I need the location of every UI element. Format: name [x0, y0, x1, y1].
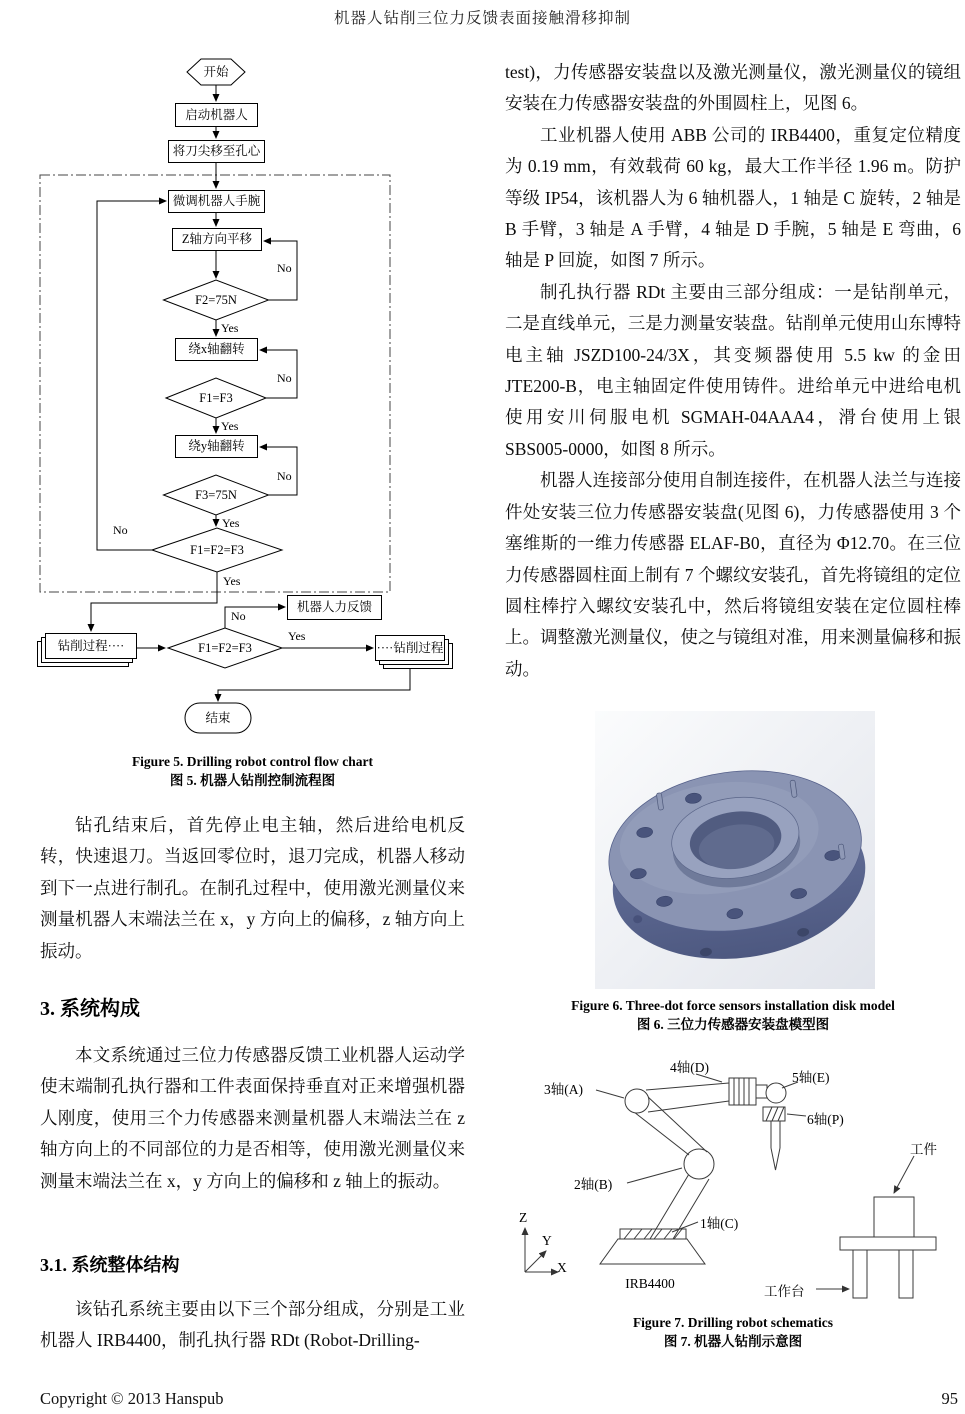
left-paragraph-3: 该钻孔系统主要由以下三个部分组成，分别是工业机器人 IRB4400，制孔执行器 RDt (Robot-Drilling-	[40, 1299, 465, 1351]
figure6-caption-en: Figure 6. Three-dot force sensors installation disk model	[571, 998, 895, 1013]
right-paragraph-1: test)，力传感器安装盘以及激光测量仪，激光测量仪的镜组安装在力传感器安装盘的外围圆柱上，见图 6。	[505, 62, 961, 114]
figure7-caption-en: Figure 7. Drilling robot schematics	[632, 1315, 834, 1330]
figure7-image	[500, 1052, 960, 1307]
right-text-block	[505, 57, 961, 709]
section-heading-3: 3. 系统构成	[40, 998, 140, 1020]
x-axis-label: X	[557, 1260, 567, 1275]
right-paragraph-2: 工业机器人使用 ABB 公司的 IRB4400，重复定位精度为 0.19 mm，有效载荷 60 kg，最大工作半径 1.96 m。防护等级 IP54，该机器人为 6 轴机器人，1 轴是 C 旋转，2 轴是 B 手臂，3 轴是 A 手臂，4 轴是 D 手腕，5 轴是 E 弯曲，6 轴是 P 回旋，如图 7 所示。	[505, 124, 961, 271]
node-end: 结束	[205, 710, 231, 725]
figure6-caption	[505, 996, 961, 1034]
label-no-f1f3: No	[277, 371, 292, 385]
node-f2-check: F2=75N	[195, 292, 237, 307]
label-yes-f123: Yes	[223, 574, 241, 588]
workpiece-label: 工件	[910, 1142, 937, 1157]
node-z-translate: Z轴方向平移	[172, 228, 262, 251]
disk-model-render	[595, 711, 875, 989]
label-yes-f1f3: Yes	[221, 419, 239, 433]
footer-copyright: Copyright © 2013 Hanspub	[40, 1389, 224, 1408]
node-f1f3-check: F1=F3	[199, 390, 233, 405]
z-axis-label: Z	[519, 1210, 528, 1225]
label-yes-f123b: Yes	[288, 629, 306, 643]
y-axis-label: Y	[542, 1233, 552, 1248]
page-footer	[40, 1389, 958, 1409]
axis5-label: 5轴(E)	[792, 1070, 830, 1085]
label-yes-f3: Yes	[222, 516, 240, 530]
figure5-caption	[40, 752, 465, 790]
node-force-feedback: 机器人力反馈	[287, 595, 382, 620]
footer-page-number: 95	[941, 1389, 958, 1408]
worktable-label: 工作台	[764, 1284, 805, 1299]
node-start: 开始	[203, 64, 229, 79]
axis3-label: 3轴(A)	[544, 1082, 583, 1097]
figure6-image	[595, 711, 875, 989]
left-paragraph-1: 钻孔结束后，首先停止电主轴，然后进给电机反转，快速退刀。当返回零位时，退刀完成，机器人移动到下一点进行制孔。在制孔过程中，使用激光测量仪来测量机器人末端法兰在 x，y 方向上的偏移，z 轴方向上振动。	[40, 815, 465, 961]
figure5-caption-cn: 图 5. 机器人钻削控制流程图	[169, 773, 336, 788]
axis2-label: 2轴(B)	[574, 1177, 613, 1192]
section-heading-3-1: 3.1. 系统整体结构	[40, 1255, 180, 1275]
right-paragraph-3: 制孔执行器 RDt 主要由三部分组成：一是钻削单元，二是直线单元，三是力测量安装盘。钻削单元使用山东博特电主轴 JSZD100-24/3X，其变频器使用 5.5 kw 的金田 JTE200-B，电主轴固定件使用铸件。进给单元中进给电机使用安川伺服电机 SGMAH-04AAA4，滑台使用上银 SBS005-0000，如图 8 所示。	[505, 281, 961, 459]
label-no-f2: No	[277, 261, 292, 275]
node-start-robot: 启动机器人	[175, 103, 258, 127]
axis1-label: 1轴(C)	[700, 1216, 739, 1231]
figure7-caption	[505, 1313, 961, 1351]
axis4-label: 4轴(D)	[670, 1060, 709, 1075]
node-f3-check: F3=75N	[195, 487, 237, 502]
figure7-caption-cn: 图 7. 机器人钻削示意图	[663, 1334, 803, 1349]
page-header-title: 机器人钻削三位力反馈表面接触滑移抑制	[333, 10, 631, 27]
node-drill-process-left: 钻削过程····	[45, 633, 137, 659]
robot-model-label: IRB4400	[625, 1276, 675, 1291]
label-no-f123b: No	[231, 609, 246, 623]
left-paragraph-2: 本文系统通过三位力传感器反馈工业机器人运动学使末端制孔执行器和工件表面保持垂直对正来增强机器人刚度，使用三个力传感器来测量机器人末端法兰在 z 轴方向上的不同部位的力是否相等，使用激光测量仪来测量末端法兰在 x，y 方向上的偏移和 z 轴上的振动。	[40, 1045, 465, 1191]
node-f123-check-2: F1=F2=F3	[198, 640, 252, 655]
label-no-f123: No	[113, 523, 128, 537]
node-adjust-wrist: 微调机器人手腕	[168, 190, 265, 213]
label-yes-f2: Yes	[221, 321, 239, 335]
figure5-caption-en: Figure 5. Drilling robot control flow chart	[131, 754, 374, 769]
figure5-flowchart	[35, 55, 465, 750]
node-drill-process-right: ····钻削过程	[375, 635, 445, 661]
label-no-f3: No	[277, 469, 292, 483]
node-rotate-y: 绕y轴翻转	[175, 435, 258, 458]
node-move-tip: 将刀尖移至孔心	[168, 140, 265, 163]
right-paragraph-4: 机器人连接部分使用自制连接件，在机器人法兰与连接件处安装三位力传感器安装盘(见图 6)，力传感器使用 3 个塞维斯的一维力传感器 ELAF-B0，直径为 Φ12.70。在三位力传感器圆柱面上制有 7 个螺纹安装孔，首先将镜组的定位圆柱棒拧入螺纹安装孔中，然后将镜组安装在定位圆柱棒上。调整激光测量仪，使之与镜组对准，用来测量偏移和振动。	[505, 470, 961, 679]
figure6-caption-cn: 图 6. 三位力传感器安装盘模型图	[636, 1017, 830, 1032]
node-f123-check: F1=F2=F3	[190, 542, 244, 557]
node-rotate-x: 绕x轴翻转	[175, 338, 258, 361]
axis6-label: 6轴(P)	[807, 1112, 844, 1127]
